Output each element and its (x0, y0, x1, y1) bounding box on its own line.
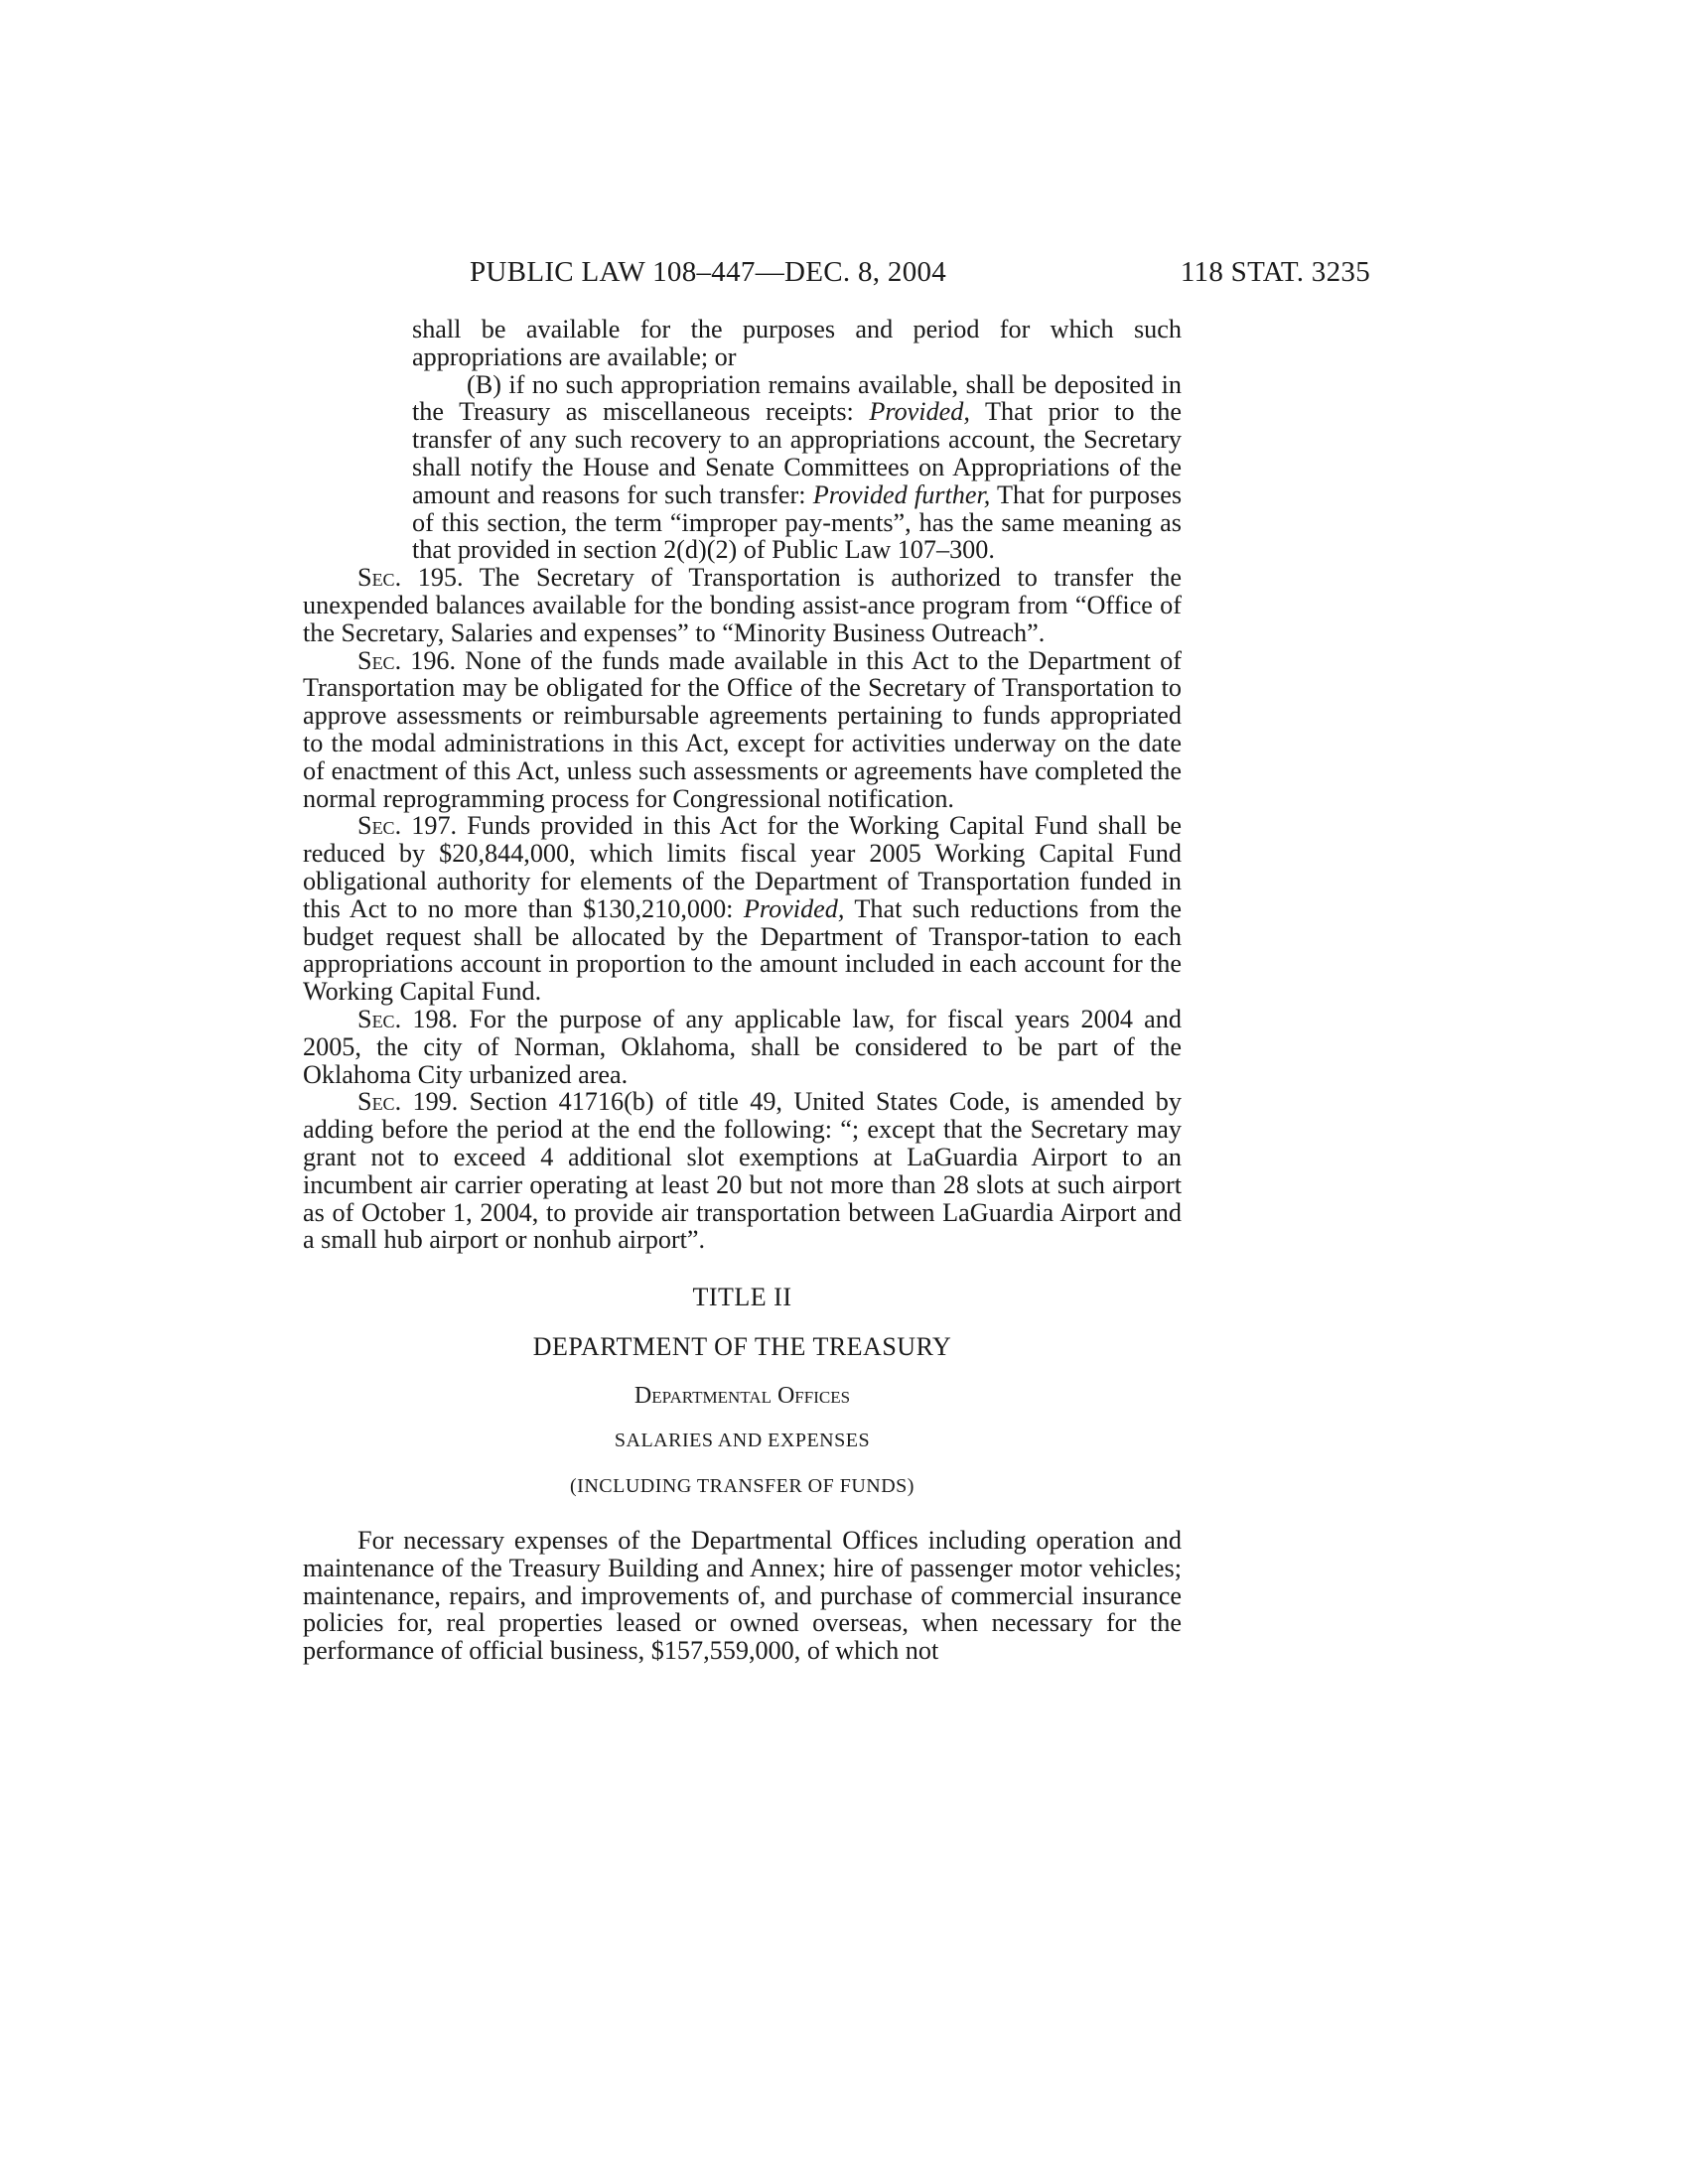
section-199 (303, 1088, 1182, 1254)
salaries-heading: SALARIES AND EXPENSES (614, 1430, 871, 1452)
italic-provided: Provided, (869, 397, 970, 427)
text-span: That for purposes of this section, the term “improper pay-ments”, has the same meaning as that provided in section 2(d)(2) of Public Law 107–300. (412, 479, 1183, 565)
paragraph-b (303, 371, 1182, 565)
italic-provided: Provided, (743, 893, 845, 923)
transfer-heading: (INCLUDING TRANSFER OF FUNDS) (570, 1475, 914, 1498)
section-label: Sec (357, 563, 395, 593)
section-label: Sec (357, 1087, 395, 1117)
title-heading: TITLE II (692, 1283, 792, 1312)
offices-heading: Departmental Offices (633, 1382, 851, 1409)
running-header (303, 256, 1370, 296)
text-span: . 198. For the purpose of any applicable law, for fiscal years 2004 and 2005, the city of Norman, Oklahoma, shall be considered to be part of the Oklahoma City urbanized area. (303, 1004, 1182, 1089)
section-label: Sec (357, 811, 395, 841)
text-span: . 195. The Secretary of Transportation is authorized to transfer the unexpended balances available for the bonding assist-ance program from “Office of the Secretary, Salaries and expenses” to “Minority Business Outreach”. (303, 563, 1182, 647)
title-headings (303, 1284, 1182, 1501)
text-span: shall be available for the purposes and period for which such appropriations are available; or (412, 315, 1182, 371)
text-span: That prior to the transfer of any such recovery to an appropriations account, the Secretary shall notify the House and Senate Committees on Appropriations of the amount and reasons for such transfer: (412, 397, 1182, 509)
stat-page-number: 118 STAT. 3235 (1180, 256, 1370, 288)
law-title: PUBLIC LAW 108–447—DEC. 8, 2004 (470, 256, 947, 288)
paragraph-a-continuation (303, 316, 1182, 371)
body-text (303, 316, 1182, 1665)
text-span: That such reductions from the budget request shall be allocated by the Department of Transpor-tation to each appropriations account in proportion to the amount included in each account for the Working Capital Fund. (303, 893, 1183, 1007)
section-198 (303, 1006, 1182, 1088)
text-span: . 199. Section 41716(b) of title 49, United States Code, is amended by adding before the period at the end the following: “; except that the Secretary may grant not to exceed 4 additional slot exemptions at LaGuardia Airport to an incumbent air carrier operating at least 20 but not more than 28 slots at such airport as of October 1, 2004, to provide air transportation between LaGuardia Airport and a small hub airport or nonhub airport”. (303, 1087, 1182, 1255)
text-span: . 196. None of the funds made available in this Act to the Department of Transportation may be obligated for the Office of the Secretary of Transportation to approve assessments or reimbursable agreements pertaining to funds appropriated to the modal administrations in this Act, except for activities underway on the date of enactment of this Act, unless such assessments or agreements have completed the normal reprogramming process for Congressional notification. (303, 645, 1182, 813)
text-span: . 197. Funds provided in this Act for the Working Capital Fund shall be reduced by $20,844,000, which limits fiscal year 2005 Working Capital Fund obligational authority for elements of the Department of Transportation funded in this Act to no more than $130,210,000: (303, 811, 1182, 923)
text-span: (B) if no such appropriation remains available, shall be deposited in the Treasury as miscellaneous receipts: (412, 369, 1182, 427)
section-196 (303, 647, 1182, 813)
section-195 (303, 564, 1182, 646)
department-heading: DEPARTMENT OF THE TREASURY (532, 1331, 952, 1361)
departmental-offices-paragraph: For necessary expenses of the Departmental Offices including operation and maintenance of the Treasury Building and Annex; hire of passenger motor vehicles; maintenance, repairs, and improvements of, and purchase of commercial insurance policies for, real properties leased or owned overseas, when necessary for the performance of official business, $157,559,000, of which not (303, 1526, 1182, 1666)
section-label: Sec (357, 1004, 395, 1033)
section-197 (303, 812, 1182, 1006)
italic-provided-further: Provided further, (812, 479, 991, 509)
section-label: Sec (357, 645, 395, 675)
